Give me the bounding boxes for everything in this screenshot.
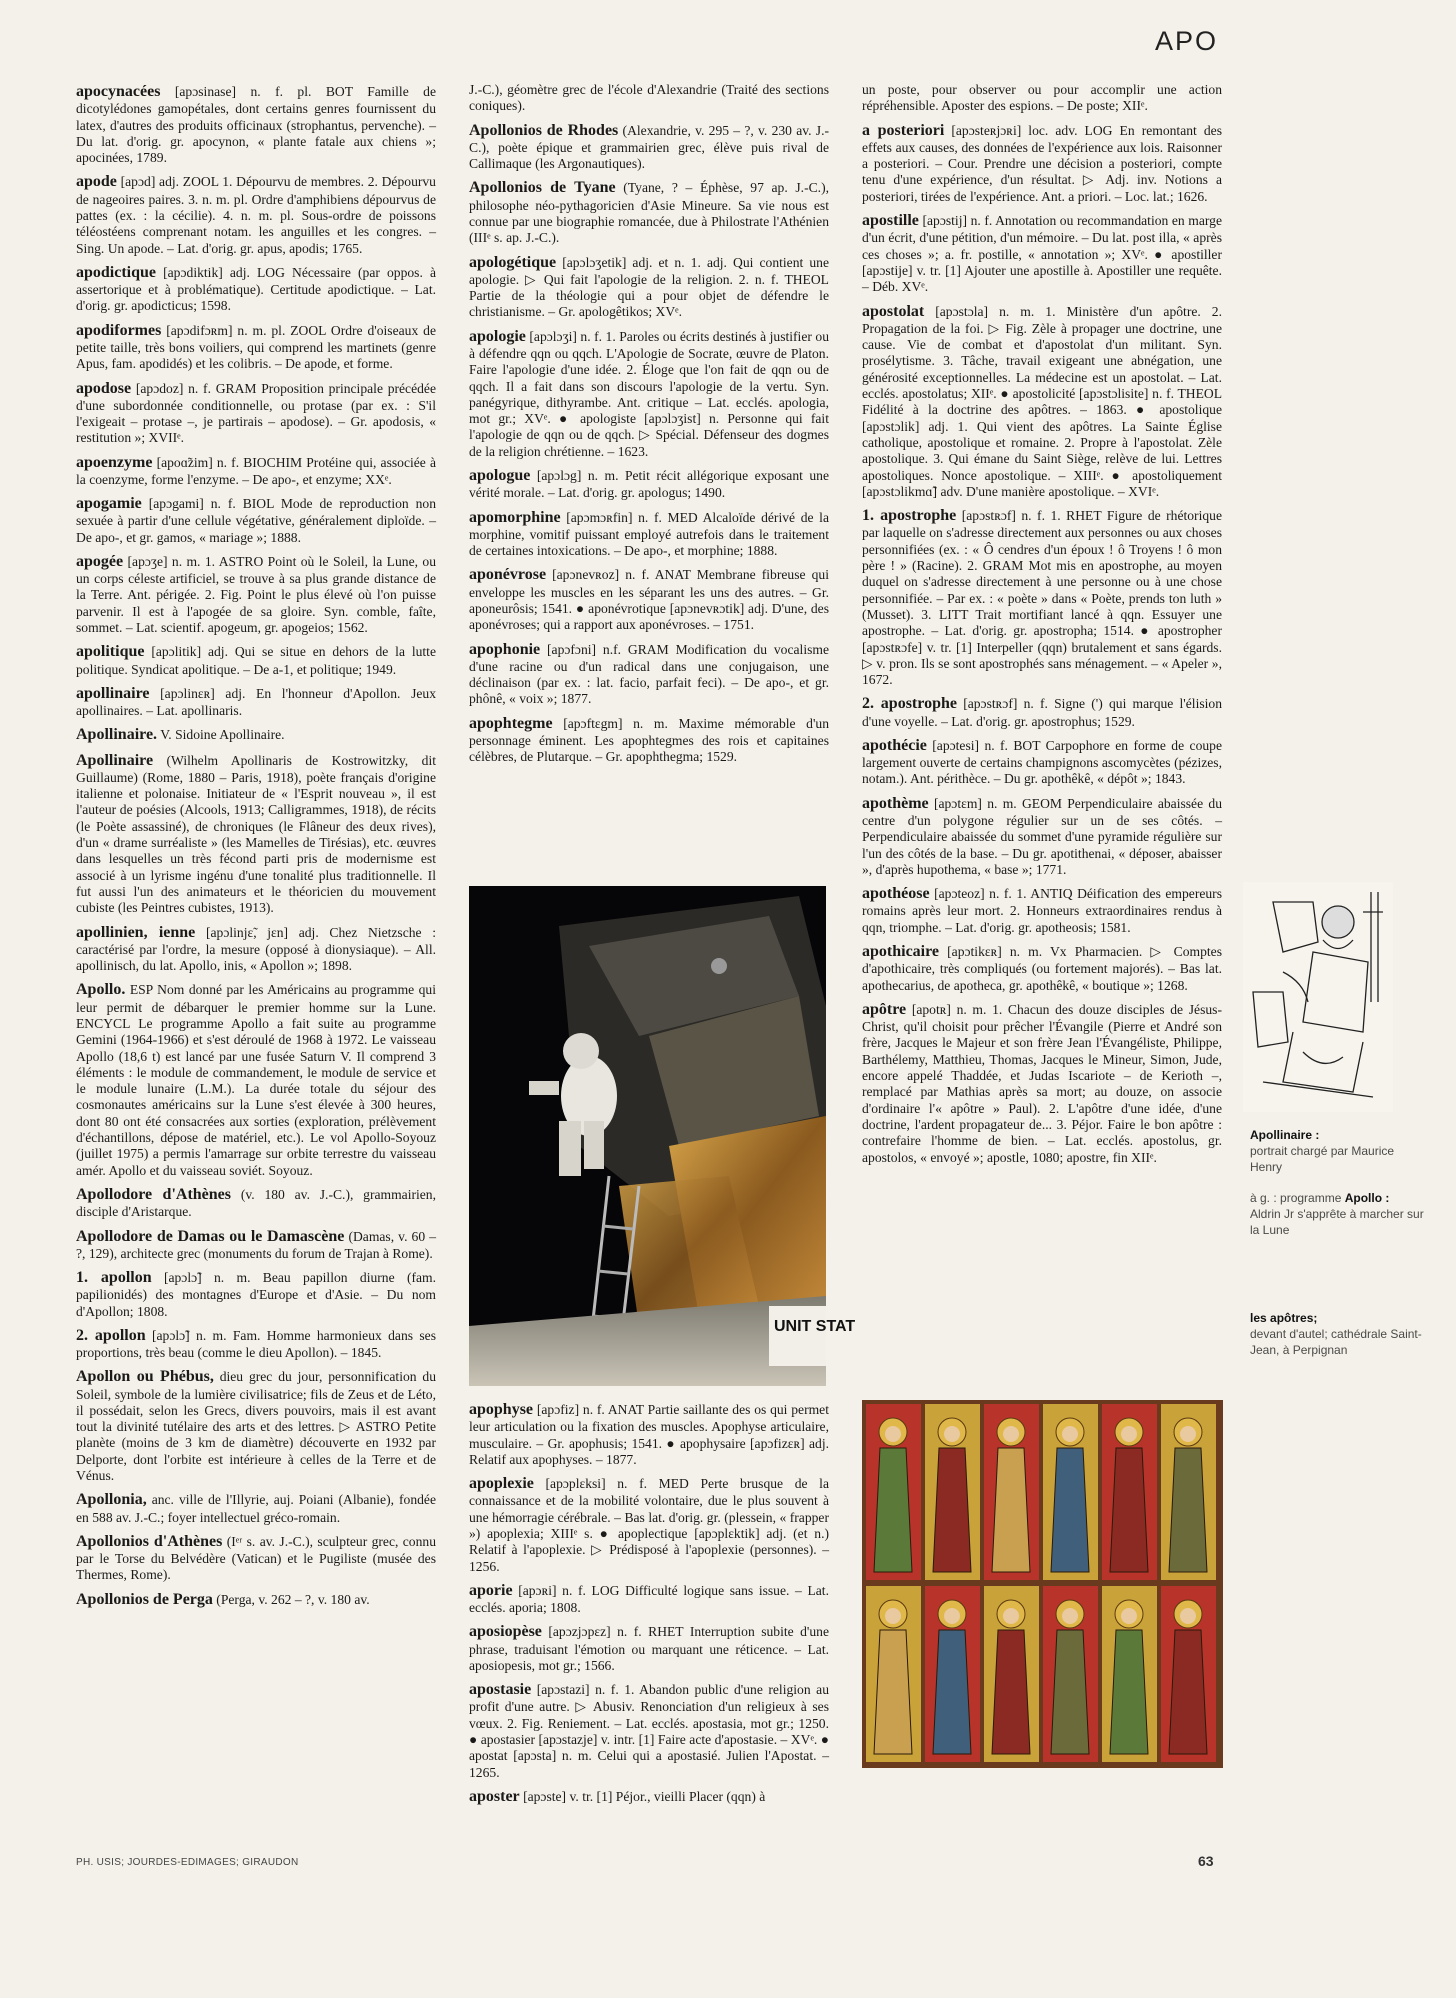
entry-headword: Apollonia, xyxy=(76,1491,147,1509)
entry-headword: apôtre xyxy=(862,1000,907,1018)
entry-headword: apophtegme xyxy=(469,714,553,732)
apostle-figure xyxy=(866,1404,921,1580)
dictionary-entry xyxy=(76,494,436,546)
entry-definition: [apɔstʀɔf] n. f. 1. RHET Figure de rhétorique par laquelle on s'adresse directement aux personnes ou aux choses personnifiées (ex. : « Ô cendres d'un époux ! ô Troyens ! ô mon père ! » (Racine). 2. GRAM Mot mis en apostrophe, au moyen duquel on s'adresse directement à une personne ou à une chose personnifiée. – Par ex. : « poète » dans « Poète, prends ton luth » (Musset). 3. LITT Trait mortifiant lancé à qqn. Essuyer une apostrophe. – Lat. d'orig. gr. apostropha; 1514. ● apostropher [apɔstʀɔfe] v. tr. [1] Interpeller (qqn) brutalement et sans égards. ▷ v. pron. Ils se sont apostrophés sans ménagement. – « Apeler », 1672. xyxy=(862,508,1222,688)
dictionary-entry xyxy=(469,565,829,633)
entry-headword: apostille xyxy=(862,212,919,230)
dictionary-entry xyxy=(76,1590,436,1609)
entry-definition: (Iᵉʳ s. av. J.-C.), sculpteur grec, connu par le Torse du Belvédère (Vatican) et le Pugiliste (musée des Thermes, Rome). xyxy=(76,1533,436,1583)
entry-definition: ESP Nom donné par les Américains au programme qui leur permit de débarquer le premier homme sur la Lune. ENCYCL Le programme Apollo a fait suite au programme Gemini (1964-1966) et s'est déroulé de 1968 à 1972. Le vaisseau Apollo (18,6 t) est lancé par une fusée Saturn V. Il comprend 3 éléments : le module de commandement, le module de service et le module lunaire (L.M.). La durée totale du séjour des cosmonautes américains sur la Lune s'est élevée à 300 heures, dont 80 ont été consacrées aux sorties (exploration, prélèvement d'échantillons, dépose de matériel, etc.). Le vol Apollo-Soyouz (juillet 1975) a permis l'amarrage sur orbite terrestre du vaisseau amér. Apollo et du vaisseau soviét. Soyouz. xyxy=(76,982,436,1178)
entry-definition: (Damas, v. 60 – ?, 129), architecte grec (monuments du forum de Trajan à Rome). xyxy=(76,1228,437,1261)
apostle-figure xyxy=(866,1586,921,1762)
dictionary-entry xyxy=(76,684,436,720)
dictionary-entry xyxy=(862,302,1222,501)
entry-headword: apollinien, ienne xyxy=(76,923,196,941)
dictionary-entry xyxy=(76,980,436,1179)
entry-headword: apogée xyxy=(76,552,124,570)
entry-definition: [apɔftɛgm] n. m. Maxime mémorable d'un personnage éminent. Les apophtegmes des rois et capitaines célèbres, de Plutarque. – Gr. apophthegma; 1529. xyxy=(469,715,830,765)
dictionary-entry xyxy=(469,82,829,115)
entry-headword: apoenzyme xyxy=(76,453,153,471)
dictionary-entry xyxy=(76,642,436,678)
entry-headword: aponévrose xyxy=(469,566,547,584)
entry-headword: Apollon ou Phébus, xyxy=(76,1368,214,1386)
dictionary-entry xyxy=(76,263,436,315)
dictionary-entry xyxy=(469,1787,829,1806)
entry-headword: apodose xyxy=(76,379,132,397)
dictionary-entry xyxy=(76,172,436,256)
entry-definition: [apɔlɔ̃] n. m. Beau papillon diurne (fam. papilionidés) des montagnes d'Europe et d'Asie. – Du nom d'Apollon; 1808. xyxy=(76,1270,437,1319)
dictionary-entry xyxy=(862,82,1222,115)
entry-definition: [apɔdoz] n. f. GRAM Proposition principale précédée d'une subordonnée conditionnelle, ou protase (par ex. : S'il l'exigeait – protase –, je partirais – apodose). – Gr. apodosis, « restitution »; XVIIᵉ. xyxy=(76,380,436,446)
entry-definition: dieu grec du jour, personnification du Soleil, symbole de la lumière civilisatrice; fils de Zeus et de Léto, il possédait, selon les Grecs, divers pouvoirs, mais il est avant tout la divinité tutélaire des arts et des lettres. ▷ ASTRO Petite planète (moins de 3 km de diamètre) découverte en 1932 par Delporte, dont l'orbite est intérieure à celles de la Terre et de Vénus. xyxy=(76,1369,437,1484)
entry-definition: (Alexandrie, v. 295 – ?, v. 230 av. J.-C.), poète épique et grammairien grec, élève puis rival de Callimaque (les Argonautiques). xyxy=(469,122,830,172)
apostle-figure xyxy=(1102,1404,1157,1580)
entry-definition: [apɔstij] n. f. Annotation ou recommandation en marge d'un écrit, d'une pétition, d'un mémoire. – Du lat. post illa, « après ces choses »; a. fr. postille, « annotation »; XVᵉ. ● apostiller [apɔstije] v. tr. [1] Ajouter une apostille à. Apostiller une requête. – Déb. XVᵉ. xyxy=(862,213,1222,295)
entry-definition: [apɔtesi] n. f. BOT Carpophore en forme de coupe largement ouverte de certains champignons ascomycètes (pézizes, notam.). Ant. périthèce. – Du gr. apothêkê, « dépôt »; 1843. xyxy=(862,737,1222,787)
dictionary-entry xyxy=(469,1400,829,1468)
page-header-word: APO xyxy=(1154,26,1218,56)
apostle-figure xyxy=(984,1404,1039,1580)
caption-apotres xyxy=(1250,1310,1425,1359)
entry-headword: apoplexie xyxy=(469,1475,534,1493)
dictionary-entry xyxy=(76,725,436,744)
entry-definition: [apɔfɔni] n.f. GRAM Modification du vocalisme d'une racine ou d'un radical dans une conjugaison, une déclinaison (par ex. : lat. facio, parfait feci). – De apo-, et gr. phônê, « voix »; 1877. xyxy=(469,641,829,707)
dictionary-entry xyxy=(862,736,1222,788)
entry-definition: un poste, pour observer ou pour accomplir une action répréhensible. Aposter des espions. – De poste; XIIᵉ. xyxy=(862,82,1222,114)
entry-definition: J.-C.), géomètre grec de l'école d'Alexandrie (Traité des sections coniques). xyxy=(469,82,829,114)
entry-headword: aposter xyxy=(469,1787,520,1805)
entry-definition: [apɔlɔg] n. m. Petit récit allégorique exposant une vérité morale. – Lat. d'orig. gr. apologus; 1490. xyxy=(469,468,829,501)
caption-apollo-prefix: à g. : programme xyxy=(1250,1191,1345,1205)
entry-headword: 2. apollon xyxy=(76,1326,146,1344)
entry-headword: apothéose xyxy=(862,885,930,903)
dictionary-entry xyxy=(76,1326,436,1362)
entry-headword: apode xyxy=(76,173,117,191)
entry-headword: Apollonios de Rhodes xyxy=(469,121,619,139)
entry-definition: [apɔfiz] n. f. ANAT Partie saillante des os qui permet leur articulation ou la fixation des muscles. Apophyse articulaire, musculaire. – Gr. apophusis; 1541. ● apophysaire [apɔfizɛʀ] adj. Relatif aux apophyses. – 1877. xyxy=(469,1402,829,1467)
dictionary-entry xyxy=(469,1474,829,1575)
dictionary-entry xyxy=(76,1268,436,1320)
dictionary-column-2-lower xyxy=(469,1400,829,1812)
entry-headword: apodiformes xyxy=(76,321,162,339)
entry-definition: (Wilhelm Apollinaris de Kostrowitzky, dit Guillaume) (Rome, 1880 – Paris, 1918), poète français d'origine italienne et polonaise. Initiateur de « l'Esprit nouveau », il est l'auteur de poésies (Alcools, 1913; Calligrammes, 1918), de récits (le Poète assassiné), de chroniques (le Flâneur des deux rives), d'un « drame surréaliste » (les Mamelles de Tirésias), etc. œuvres dans lesquelles un très fécond parti pris de modernisme est associé à un lyrisme ingénu d'une tonalité plus traditionnelle. Il fut aussi l'un des animateurs et le théoricien du mouvement cubiste (les Peintres cubistes, 1913). xyxy=(76,752,436,916)
dictionary-entry xyxy=(76,1532,436,1584)
entry-headword: apothicaire xyxy=(862,943,940,960)
caption-apollo-title: Apollo : xyxy=(1344,1191,1390,1205)
entry-definition: [apɔdifɔʀm] n. m. pl. ZOOL Ordre d'oiseaux de petite taille, très bons voiliers, qui comprend les martinets (genre Apus, fam. apodidés) et les colibris. – De apode, et forme. xyxy=(76,322,436,372)
caption-apollo-sub: Aldrin Jr s'apprête à marcher sur la Lune xyxy=(1250,1207,1424,1238)
apollo-lunar-module-photo xyxy=(469,886,856,1386)
caption-apollinaire-sub: portrait chargé par Maurice Henry xyxy=(1250,1144,1395,1175)
apollo-photo-art xyxy=(469,886,856,1386)
unit-stat-decal: UNIT STAT xyxy=(774,1318,856,1335)
dictionary-entry xyxy=(76,1490,436,1526)
entry-definition: (Tyane, ? – Éphèse, 97 ap. J.-C.), philosophe néo-pythagoricien d'Asie Mineure. Sa vie nous est connue par une biographie romancée, due à Philostrate l'Athénien (IIIᵉ s. ap. J.-C.). xyxy=(469,180,829,246)
entry-headword: apolitique xyxy=(76,643,145,661)
entry-headword: 1. apostrophe xyxy=(862,507,957,525)
entry-headword: apomorphine xyxy=(469,508,561,526)
dictionary-column-3 xyxy=(862,82,1222,1172)
entry-definition: [apɔd] adj. ZOOL 1. Dépourvu de membres. 2. Dépourvu de nageoires paires. 3. n. m. pl. Ordre d'amphibiens dépourvus de pattes (ex. : la cécilie). 4. n. m. pl. Sous-ordre de poissons téléostéens comprenant notam. les anguilles et les congres. – Sing. Un apode. – Lat. d'orig. gr. apus, apodis; 1765. xyxy=(76,174,436,256)
entry-headword: Apollodore de Damas ou le Damascène xyxy=(76,1227,345,1245)
caption-apollo xyxy=(1250,1190,1425,1239)
dictionary-entry xyxy=(469,508,829,560)
dictionary-entry xyxy=(76,751,436,917)
dictionary-entry xyxy=(469,714,829,766)
dictionary-entry xyxy=(469,1581,829,1617)
apostle-figure xyxy=(1043,1586,1098,1762)
entry-definition: [apɔzjɔpɛz] n. f. RHET Interruption subite d'une phrase, traduisant l'émotion ou marquant une réticence. – Lat. aposiopesis, mot gr.; 1566. xyxy=(469,1624,829,1673)
entry-definition: [apɔsinase] n. f. pl. BOT Famille de dicotylédones gamopétales, dont certains genres fournissent du latex, d'autres des produits officinaux (strophantus, pervenche). – Du lat. d'orig. gr. apocynon, « plante fatale aux chiens »; apocinées, 1789. xyxy=(76,84,436,166)
dictionary-entry xyxy=(469,178,829,246)
dictionary-entry xyxy=(76,1367,436,1484)
entry-headword: Apollonios de Tyane xyxy=(469,179,616,197)
entry-definition: [apɔste] v. tr. [1] Péjor., vieilli Placer (qqn) à xyxy=(523,1788,766,1804)
caption-apotres-sub: devant d'autel; cathédrale Saint-Jean, à Perpignan xyxy=(1250,1327,1422,1358)
dictionary-entry xyxy=(469,640,829,708)
dictionary-entry xyxy=(862,121,1222,205)
entry-definition: [apɔgami] n. f. BIOL Mode de reproduction non sexuée à partir d'une cellule végétative, généralement diploïde. – De apo-, et gr. gamos, « mariage »; 1888. xyxy=(76,496,437,545)
dictionary-entry xyxy=(862,942,1222,994)
entry-headword: apologue xyxy=(469,467,531,485)
entry-definition: [apɔnevʀoz] n. f. ANAT Membrane fibreuse qui enveloppe les muscles en les séparant les uns des autres. – Gr. aponeurôsis; 1541. ● aponévrotique [apɔnevʀɔtik] adj. D'une, des aponévroses; qui a rapport aux aponévroses. – 1751. xyxy=(469,567,829,633)
dictionary-entry xyxy=(862,694,1222,730)
entry-headword: Apollodore d'Athènes xyxy=(76,1186,232,1203)
entry-definition: [apɔlinjɛ̃, jɛn] adj. Chez Nietzsche : caractérisé par l'ordre, la mesure (opposé à dionysiaque). – All. apollinisch, du lat. Apollo, inis, « Apollon »; 1898. xyxy=(76,924,437,974)
entry-headword: aporie xyxy=(469,1581,513,1599)
page-number: 63 xyxy=(1198,1853,1214,1869)
entry-definition: [apɔʒe] n. m. 1. ASTRO Point où le Soleil, la Lune, ou un corps céleste artificiel, se trouve à sa plus grande distance de la Terre. Ant. périgée. 2. Fig. Point le plus élevé où l'on puisse parvenir. Il est à l'apogée de sa gloire. Syn. comble, faîte, sommet. – Lat. scientif. apogeum, gr. apogeios; 1562. xyxy=(76,553,436,636)
dictionary-entry xyxy=(76,1227,436,1263)
dictionary-entry xyxy=(469,121,829,173)
entry-headword: 2. apostrophe xyxy=(862,695,957,713)
entry-definition: (v. 180 av. J.-C.), grammairien, disciple d'Aristarque. xyxy=(76,1187,437,1220)
apostle-figure xyxy=(1043,1404,1098,1580)
sketch-art xyxy=(1243,882,1393,1112)
apollinaire-portrait-sketch xyxy=(1243,882,1393,1112)
dictionary-entry xyxy=(469,327,829,460)
apostle-figure xyxy=(984,1586,1039,1762)
dictionary-entry xyxy=(469,466,829,502)
entry-definition: [apɔstazi] n. f. 1. Abandon public d'une religion au profit d'une autre. ▷ Abusiv. Renonciation d'un religieux à ses vœux. 2. Fig. Reniement. – Lat. ecclés. apostasia, mot gr.; 1250. ● apostasier [apɔstazje] v. intr. [1] Faire acte d'apostasie. – XVᵉ. ● apostat [apɔsta] n. m. Celui qui a apostasié. Julien l'Apostat. – 1265. xyxy=(469,1682,829,1780)
dictionary-entry xyxy=(862,506,1222,688)
entry-headword: apophonie xyxy=(469,640,541,658)
dictionary-entry xyxy=(76,453,436,489)
entry-headword: Apollinaire xyxy=(76,751,154,769)
entry-headword: a posteriori xyxy=(862,121,945,139)
dictionary-entry xyxy=(76,321,436,373)
entry-headword: apologétique xyxy=(469,253,557,271)
dictionary-entry xyxy=(76,379,436,447)
entry-headword: apophyse xyxy=(469,1401,534,1418)
entry-definition: [apɔstʀɔf] n. f. Signe (') qui marque l'élision d'une voyelle. – Lat. d'orig. gr. apostrophus; 1529. xyxy=(862,696,1223,729)
apostle-figure xyxy=(925,1404,980,1580)
entry-headword: apostolat xyxy=(862,302,925,320)
dictionary-entry xyxy=(469,1622,829,1674)
entry-definition: anc. ville de l'Illyrie, auj. Poiani (Albanie), fondée en 588 av. J.-C.; foyer intellectuel gréco-romain. xyxy=(76,1492,436,1525)
dictionary-entry xyxy=(862,794,1222,878)
entry-definition: [apɔtɛm] n. m. GEOM Perpendiculaire abaissée du centre d'un polygone régulier sur un de ses côtés. – Perpendiculaire abaissée du sommet d'une pyramide régulière sur l'un des côtés de la base. – Du gr. apotithenai, « déposer, abaisser », d'après hupothema, « base »; 1771. xyxy=(862,795,1222,877)
caption-apollinaire xyxy=(1250,1127,1420,1176)
apostle-figure xyxy=(925,1586,980,1762)
entry-definition: [apɔdiktik] adj. LOG Nécessaire (par oppos. à assertorique et à problématique). Certitude apodictique. – Lat. d'orig. gr. apodicticus; 1598. xyxy=(76,264,436,314)
entry-definition: [apɔlinɛʀ] adj. En l'honneur d'Apollon. Jeux apollinaires. – Lat. apollinaris. xyxy=(76,685,436,719)
entry-definition: [apɔmɔʀfin] n. f. MED Alcaloïde dérivé de la morphine, vomitif puissant employé autrefois dans le traitement de certaines intoxications. – De apo-, et morphine; 1888. xyxy=(469,509,829,559)
entry-headword: aposiopèse xyxy=(469,1623,542,1641)
entry-definition: [apɔlɔʒi] n. f. 1. Paroles ou écrits destinés à justifier ou à défendre qqn ou qqch. L'Apologie de Socrate, œuvre de Platon. Faire l'apologie d'une idée. 2. Éloge que l'on fait de qqn ou de qqch. Il a fait dans son discours l'apologie de la vertu. Syn. panégyrique, dithyrambe. Ant. critique – Lat. ecclés. apologia, mot gr.; XVᵉ. ● apologiste [apɔlɔʒist] n. Personne qui fait l'apologie de qqn ou de qqch. ▷ Spécial. Défenseur des dogmes de la religion chrétienne. – 1623. xyxy=(469,328,829,459)
apostle-figure xyxy=(1102,1586,1157,1762)
entry-headword: Apollo. xyxy=(76,981,126,999)
entry-definition: [apɔʀi] n. f. LOG Difficulté logique sans issue. – Lat. ecclés. aporia; 1808. xyxy=(469,1582,829,1616)
entry-definition: [apɔstɔla] n. m. 1. Ministère d'un apôtre. 2. Propagation de la foi. ▷ Fig. Zèle à propager une doctrine, une cause. Vie de combat et d'apostolat d'un militant. Syn. prosélytisme. 3. Tâche, travail exigeant une abnégation, une générosité exceptionnelles. La médecine est un apostolat. – Lat. ecclés. apostolatus; XIIᵉ. ● apostolicité [apɔstɔlisite] n. f. THEOL Fidélité à la doctrine des apôtres. – 1863. ● apostolique [apɔstɔlik] adj. 1. Qui vient des apôtres. La Sainte Église catholique, apostolique et romaine. 2. Propre à l'apostolat. Zèle apostolique. 3. Qui émane du Saint Siège, relève de lui. Lettres apostoliques. Nonce apostolique. – XIIIᵉ. ● apostoliquement [apɔstɔlikmɑ̃] adv. D'une manière apostolique. – XVIᵉ. xyxy=(862,303,1222,499)
dictionary-entry xyxy=(862,1000,1222,1166)
entry-headword: 1. apollon xyxy=(76,1269,152,1286)
apostles-altar-painting xyxy=(862,1400,1223,1768)
entry-headword: apostasie xyxy=(469,1681,532,1699)
dictionary-entry xyxy=(469,253,829,321)
entry-definition: [apɔteoz] n. f. 1. ANTIQ Déification des empereurs romains après leur mort. 2. Honneurs extraordinaires rendus à qqn, triomphe. – Lat. d'orig. gr. apotheosis; 1581. xyxy=(862,886,1222,935)
entry-definition: V. Sidoine Apollinaire. xyxy=(160,727,285,743)
entry-headword: apodictique xyxy=(76,263,157,281)
apostle-figure xyxy=(1161,1404,1216,1580)
entry-definition: [apɔtikɛʀ] n. m. Vx Pharmacien. ▷ Comptes d'apothicaire, très compliqués (ou fortement majorés). – Bas lat. apothecarius, de apotheca, gr. apothêkê, « boutique »; 1268. xyxy=(862,944,1222,993)
entry-headword: apogamie xyxy=(76,495,142,513)
entry-headword: apothécie xyxy=(862,736,927,754)
caption-apollinaire-title: Apollinaire : xyxy=(1250,1128,1320,1142)
entry-headword: apocynacées xyxy=(76,83,161,100)
dictionary-entry xyxy=(76,923,436,975)
dictionary-entry xyxy=(76,552,436,636)
entry-headword: apothème xyxy=(862,794,929,812)
entry-headword: Apollonios d'Athènes xyxy=(76,1532,223,1550)
entry-definition: [apɔlɔʒetik] adj. et n. 1. adj. Qui contient une apologie. ▷ Qui fait l'apologie de la religion. 2. n. f. THEOL Partie de la théologie qui a pour objet de défendre le christianisme. – Gr. apologêtikos; XVᵉ. xyxy=(469,254,829,320)
dictionary-entry xyxy=(862,884,1222,936)
entry-definition: [apɔsteʀjɔʀi] loc. adv. LOG En remontant des effets aux causes, des données de l'expérience aux lois. Raisonner a posteriori. – Cour. Prendre une décision a posteriori, compte tenu d'une expérience, d'un résultat. ▷ Adj. inv. Notions a posteriori, tirées de l'expérience. Ant. a priori. – Loc. lat.; 1626. xyxy=(862,122,1222,204)
dictionary-entry xyxy=(862,211,1222,295)
dictionary-column-2 xyxy=(469,82,829,771)
entry-definition: (Perga, v. 262 – ?, v. 180 av. xyxy=(216,1591,370,1607)
entry-headword: apollinaire xyxy=(76,684,150,702)
apostles-art xyxy=(862,1400,1223,1768)
entry-definition: [apɔplɛksi] n. f. MED Perte brusque de la connaissance et de la mobilité volontaire, due le plus souvent à une hémorragie cérébrale. – Bas lat. d'orig. gr. (plessein, « frapper ») apoplexia; XIIIᵉ s. ● apoplectique [apɔplɛktik] adj. (et n.) Relatif à l'apoplexie. ▷ Prédisposé à l'apoplexie (personnes). – 1256. xyxy=(469,1476,829,1574)
caption-apotres-title: les apôtres; xyxy=(1250,1311,1318,1325)
entry-headword: Apollonios de Perga xyxy=(76,1590,213,1608)
entry-definition: [apotʀ] n. m. 1. Chacun des douze disciples de Jésus-Christ, qu'il choisit pour prêcher l'Évangile (Pierre et André son frère, Jacques le Majeur et son frère Jean l'Évangéliste, Philippe, Barthélemy, Matthieu, Thomas, Jacques le Mineur, Simon, Jude, encore appelé Thaddée, et Judas Iscariote – de Kerioth –, remplacé par Mathias après sa mort; au douze, on associe d'ordinaire l'« apôtre » Paul). 2. L'apôtre d'une idée, d'une doctrine, l'ardent propagateur de... 3. Péjor. Faire le bon apôtre : contrefaire l'homme de bien. – Lat. ecclés. apostolus, gr. apostolos, « envoyé »; apostle, 1080; apostre, fin XIIᵉ. xyxy=(862,1001,1222,1165)
entry-definition: [apɔlɔ̃] n. m. Fam. Homme harmonieux dans ses proportions, très beau (comme le dieu Apollon). – 1845. xyxy=(76,1327,436,1360)
dictionary-entry xyxy=(469,1680,829,1781)
dictionary-entry xyxy=(76,82,436,166)
entry-definition: [apɔlitik] adj. Qui se situe en dehors de la lutte politique. Syndicat apolitique. – De a-1, et politique; 1949. xyxy=(76,644,436,677)
entry-headword: apologie xyxy=(469,327,526,345)
dictionary-column-1 xyxy=(76,82,436,1615)
entry-headword: Apollinaire. xyxy=(76,726,158,744)
dictionary-entry xyxy=(76,1185,436,1221)
photo-credit: PH. USIS; JOURDES-EDIMAGES; GIRAUDON xyxy=(76,1857,299,1868)
entry-definition: [apoɑ̃zim] n. f. BIOCHIM Protéine qui, associée à la coenzyme, forme l'enzyme. – De apo-, et enzyme; XXᵉ. xyxy=(76,454,436,487)
apostle-figure xyxy=(1161,1586,1216,1762)
